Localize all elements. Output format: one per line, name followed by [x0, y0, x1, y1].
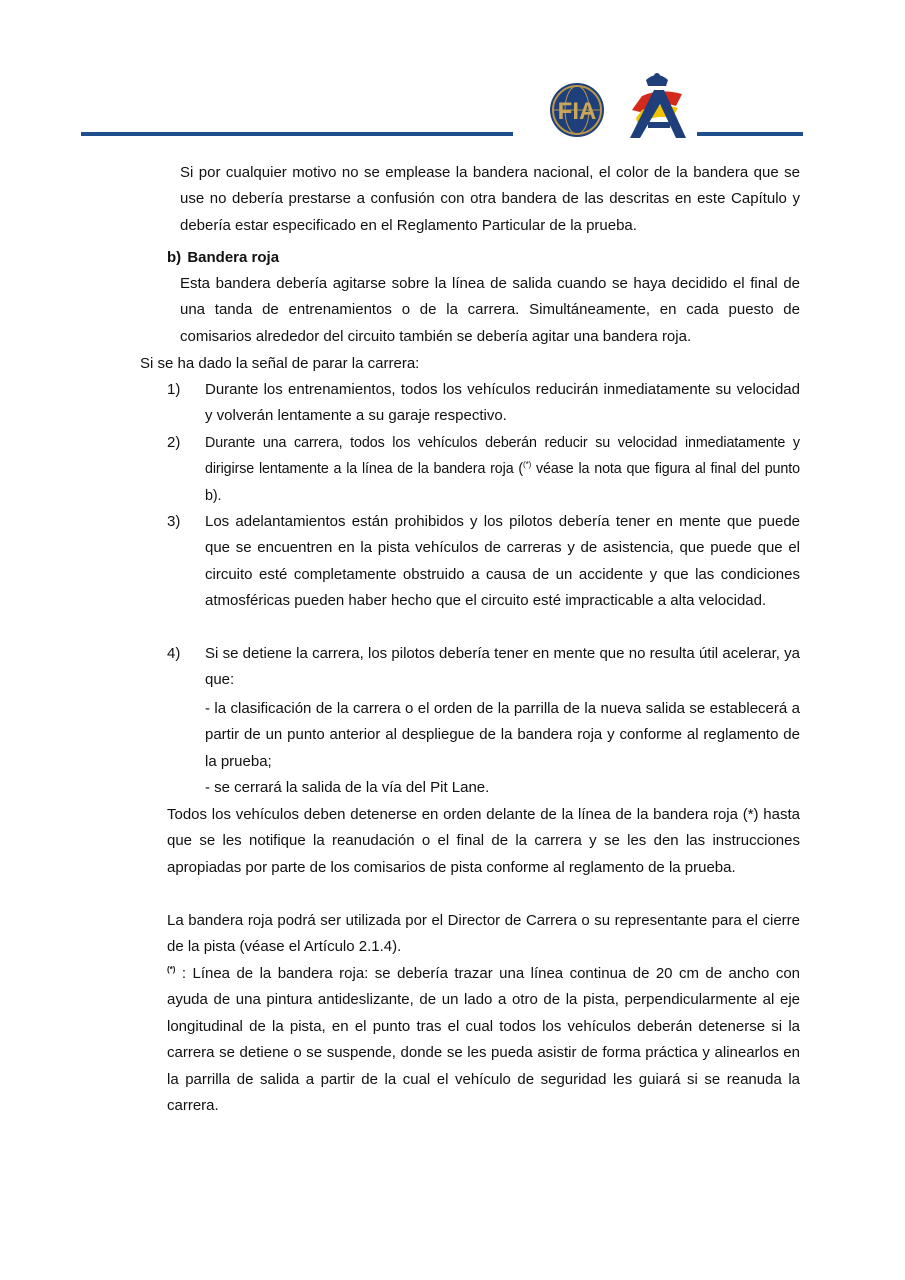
- list-item-1-number: 1): [167, 381, 181, 398]
- paragraph-stop-signal-intro: Si se ha dado la señal de parar la carrera:: [140, 355, 420, 372]
- fia-logo: [537, 82, 617, 138]
- list-item-1-text: Durante los entrenamientos, todos los vehículos reducirán inmediatamente su velocidad y volverán lentamente a su garaje respectivo.: [205, 381, 800, 425]
- list-item-2-text: [205, 430, 800, 509]
- section-b-heading: [167, 245, 279, 271]
- list-item-3-number: 3): [167, 513, 181, 530]
- paragraph-red-flag-description: Esta bandera debería agitarse sobre la línea de salida cuando se haya decidido el final de una tanda de entrenamientos o de la carrera. Simultáneamente, en cada puesto de comisarios alrededor del circuito también se debería agitar una bandera roja.: [180, 275, 800, 345]
- list-item-4-subpoint-2: - se cerrará la salida de la vía del Pit Lane.: [205, 779, 490, 796]
- list-item-3-text: Los adelantamientos están prohibidos y los pilotos debería tener en mente que puede que se encuentren en la pista vehículos de carreras y de asistencia, que puede que el circuito esté completamente obstruido a causa de un accidente y que las condiciones atmosféricas pueden haber hecho que el circuito esté impracticable a alta velocidad.: [205, 513, 800, 610]
- list-item-2-footnote-ref: (*): [523, 460, 532, 470]
- footnote-red-flag-line: [167, 961, 800, 1119]
- list-item-4-number: 4): [167, 645, 181, 662]
- header-rule-left: [81, 132, 513, 136]
- header-rule-right: [697, 132, 803, 136]
- paragraph-vehicles-stop: Todos los vehículos deben detenerse en orden delante de la línea de la bandera roja (*) hasta que se les notifique la reanudación o el final de la carrera y se les den las instrucciones apropiadas por parte de los comisarios de pista conforme al reglamento de la prueba.: [167, 806, 800, 876]
- list-item-2-text-before: Durante una carrera, todos los vehículos deberán reducir su velocidad inmediatamente y dirigirse lentamente a la línea de la bandera roja (: [205, 435, 800, 478]
- fia-logo-text: FIA: [557, 98, 597, 125]
- paragraph-race-director: La bandera roja podrá ser utilizada por el Director de Carrera o su representante para el cierre de la pista (véase el Artículo 2.1.4).: [167, 912, 800, 956]
- list-item-2-number: 2): [167, 434, 181, 451]
- paragraph-national-flag: Si por cualquier motivo no se emplease la bandera nacional, el color de la bandera que se use no debería prestarse a confusión con otra bandera de las descritas en este Capítulo y debería estar especificado en el Reglamento Particular de la prueba.: [180, 164, 800, 234]
- rfeda-logo: [624, 70, 690, 140]
- list-item-4-subpoint-1: - la clasificación de la carrera o el orden de la parrilla de la nueva salida se establecerá a partir de un punto anterior al despliegue de la bandera roja y conforme al reglamento de la prueba;: [205, 700, 800, 770]
- section-b-marker: b): [167, 249, 182, 266]
- section-b-title: Bandera roja: [187, 249, 280, 266]
- footnote-mark: (*): [167, 965, 176, 974]
- list-item-4-text: Si se detiene la carrera, los pilotos debería tener en mente que no resulta útil acelerar, ya que:: [205, 645, 800, 689]
- footnote-text: : Línea de la bandera roja: se debería trazar una línea continua de 20 cm de ancho con ayuda de una pintura antideslizante, de un lado a otro de la pista, perpendicularmente al eje longitudinal de la pista, en el punto tras el cual todos los vehículos deberán detenerse si la carrera se detiene o se suspende, donde se les pueda asistir de forma práctica y alinearlos en la parrilla de salida a partir de la cual el vehículo de seguridad les guiará si se reanuda la carrera.: [167, 965, 800, 1115]
- page-header: [0, 0, 905, 145]
- list-item-2-text-after: véase la nota que figura al final del punto b).: [205, 461, 800, 504]
